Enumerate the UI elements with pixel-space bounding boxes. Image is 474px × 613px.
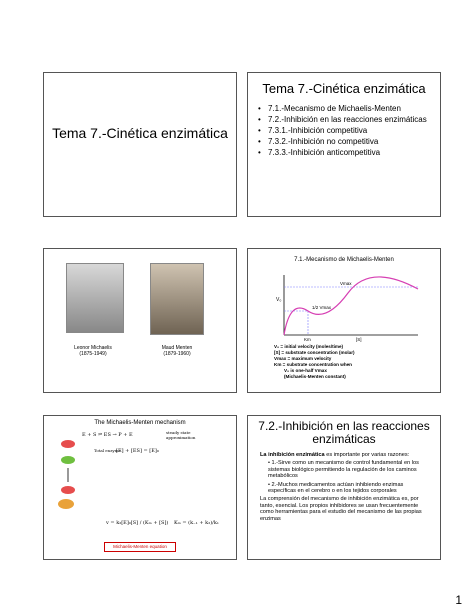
enzyme-shape [58,499,74,509]
enzyme-shape [61,440,75,448]
menten-caption: Maud Menten (1879-1960) [161,345,193,357]
mechanism-equation: E + S ⇌ ES → P + E [82,432,133,438]
intro-text: es importante por varias razones: [324,452,410,458]
legend-line: (Michaelis-Menten constant) [284,374,346,379]
x-label: [S] [356,337,362,342]
legend-line: Vmax = maximum velocity [274,356,332,361]
km-label: Km [304,337,311,342]
slide-mm-mechanism [43,415,237,560]
menten-photo [150,263,204,335]
list-item: • 7.3.1.-Inhibición competitiva [258,126,432,136]
rate-equation: v = k₂[E]₀[S] / (Kₘ + [S]) [106,520,169,526]
michaelis-caption: Leonor Michaelis (1875-1949) [74,345,112,357]
slide-contents [247,72,441,217]
michaelis-photo [66,263,124,333]
slide1-title: Tema 7.-Cinética enzimática [52,125,228,141]
vmax-label: Vmax [340,281,352,286]
enzyme-shape [61,456,75,464]
total-enzyme-equation: [E] + [ES] = [E]₀ [116,448,159,454]
reason-1: • 1.-Sirve como un mecanismo de control fundamental en los sistemas biológico permitiendo la regulación de los caminos metabólicos [268,460,419,480]
slide-inhibition [247,415,441,560]
steady-state-label: steady state approximation [166,430,196,440]
y-label: V₀ [276,297,282,303]
list-item: • 7.2.-Inhibición en las reacciones enzimáticas [258,115,432,125]
slide5-title: The Michaelis-Menten mechanism [94,420,186,426]
slide-portraits [43,248,237,393]
legend-line: Km = substrate concentration when [274,362,352,367]
intro-bold: La inhibición enzimática [260,452,325,458]
legend-line: V₀ = initial velocity (moles/time) [274,344,344,349]
mm-curve-chart [248,249,441,393]
mechanism-diagram [44,416,237,560]
page-number: 1 [455,593,462,607]
slide6-body [248,446,440,522]
half-vmax-label: 1/2 Vmax [312,305,332,310]
list-item: • 7.1.-Mecanismo de Michaelis-Menten [258,104,432,114]
slide6-title: 7.2.-Inhibición en las reacciones enzimáticas [258,419,430,446]
slide-title [43,72,237,217]
reason-2: • 2.-Muchos medicamentos actúan inhibiendo enzimas específicas en el cerebro o en los tejidos corporales [268,481,404,495]
list-item: • 7.3.3.-Inhibición anticompetitiva [258,148,432,158]
list-item: • 7.3.2.-Inhibición no competitiva [258,137,432,147]
slide4-title: 7.1.-Mecanismo de Michaelis-Menten [294,257,394,263]
equation-caption: Michaelis-Menten equation [104,542,176,552]
km-equation: Kₘ = (k₋₁ + k₂)/k₁ [174,520,219,526]
legend [274,344,355,379]
contents-list [248,104,440,158]
slide2-title: Tema 7.-Cinética enzimática [262,81,426,96]
enzyme-shape [61,486,75,494]
slide-mm-graph [247,248,441,393]
total-enzyme-label: Total enzyme [94,448,121,453]
legend-line: V₀ is one-half Vmax [284,368,327,373]
legend-line: [S] = substrate concentration (molar) [274,350,355,355]
conclusion: La comprensión del mecanismo de inhibición enzimática es, por tanto, esencial. Los propios inhibidores se usan frecuentemente como herramientas para el estudio del mecanismo de las propias enzimas [260,496,422,522]
